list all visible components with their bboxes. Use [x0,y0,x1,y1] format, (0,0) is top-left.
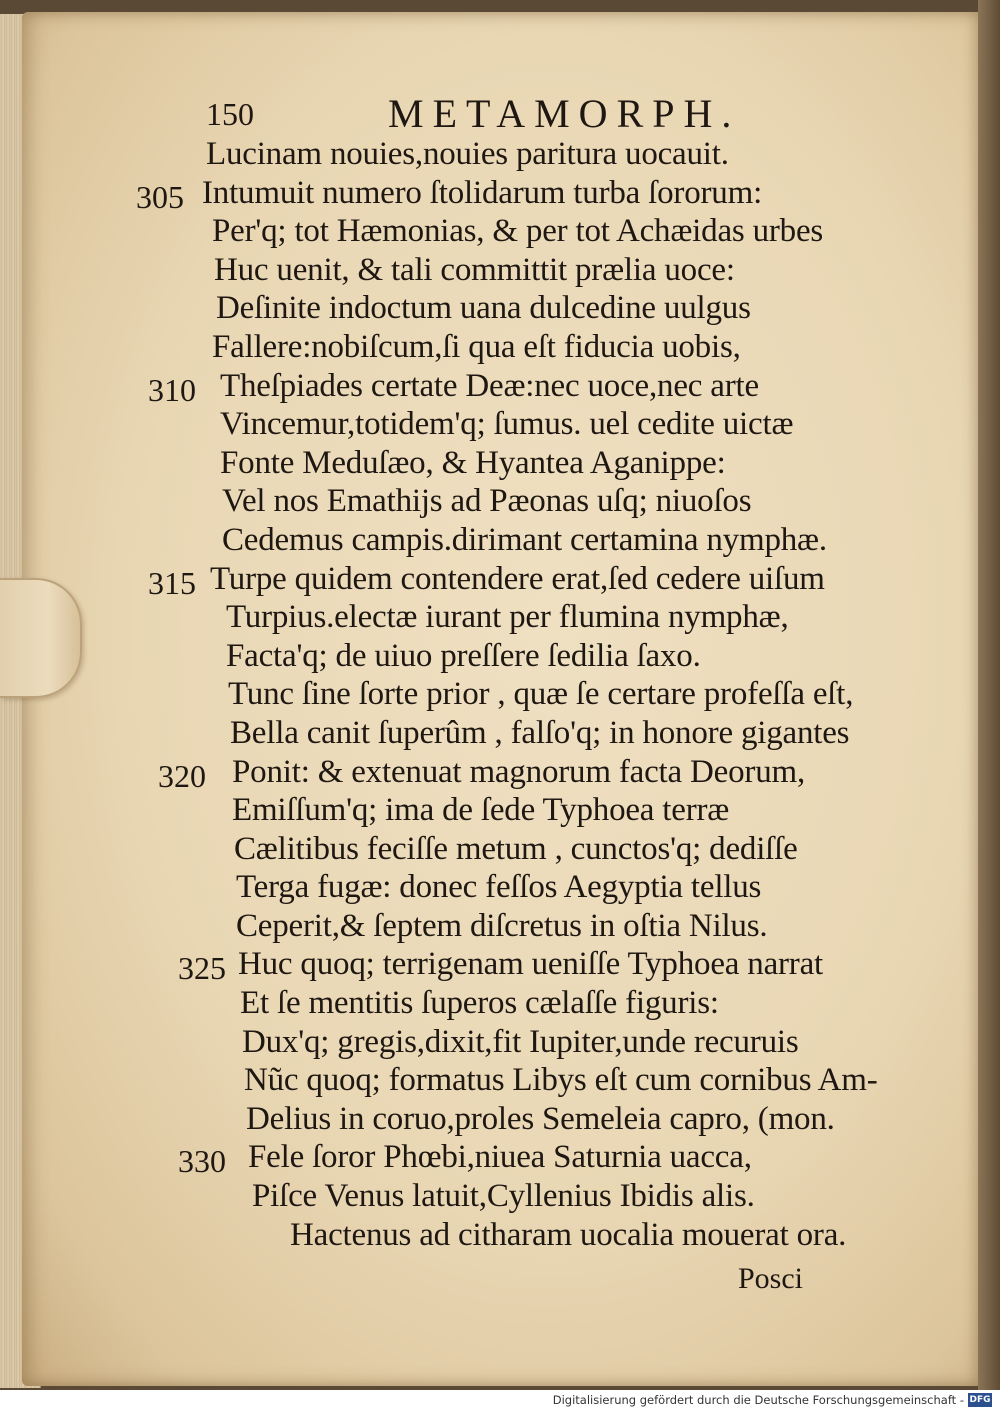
verse-line [140,483,980,522]
verse-line [140,406,980,445]
verse-line [140,1024,980,1063]
footer-bar [0,1390,1000,1412]
verse-line [140,599,980,638]
verse-line [140,1217,980,1256]
verse-text: Fonte Meduſæo, & Hyantea Aganippe: [220,444,726,481]
line-number: 305 [136,178,184,215]
verse-text: Per'q; tot Hæmonias, & per tot Achæidas urbes [212,213,824,250]
verse-text: Nũc quoq; formatus Libys eſt cum cornibus Am- [244,1062,878,1099]
verse-line [140,638,980,677]
dfg-logo-icon: DFG [969,1395,991,1405]
verse-line [140,985,980,1024]
verse-text: Dux'q; gregis,dixit,fit Iupiter,unde recuruis [242,1023,799,1060]
verse-line [140,290,980,329]
verse-text: Deſinite indoctum uana dulcedine uulgus [216,290,751,327]
book-clasp [0,578,82,698]
verse-text: Fele ſoror Phœbi,niuea Saturnia uacca, [248,1139,752,1176]
verse-line [140,213,980,252]
verse-line [140,252,980,291]
verse-text: Huc quoq; terrigenam ueniſſe Typhoea narrat [238,946,824,983]
verse-text: Emiſſum'q; ima de ſede Typhoea terræ [232,792,730,829]
catchword: Posci [738,1262,804,1295]
verse-text: Theſpiades certate Deæ:nec uoce,nec arte [220,367,759,404]
verse-line [140,831,980,870]
verse-text: Tunc ſine ſorte prior , quæ ſe certare profeſſa eſt, [228,676,854,713]
verse-line [140,445,980,484]
line-number: 330 [178,1143,226,1180]
verse-text: Cælitibus feciſſe metum , cunctos'q; dediſſe [234,830,798,867]
verse-line [140,792,980,831]
verse-text: Hactenus ad citharam uocalia mouerat ora. [290,1216,847,1253]
verse-text: Cedemus campis.dirimant certamina nymphæ. [222,521,827,558]
verse-line [136,174,980,215]
verse-text: Turpe quidem contendere erat,ſed cedere uiſum [210,560,825,597]
text-block [136,88,980,1255]
verse-line [140,715,980,754]
verse-text: Vel nos Emathijs ad Pæonas uſq; niuoſos [222,483,752,520]
line-number: 320 [158,757,206,794]
verse-line [140,1062,980,1101]
verse-line [140,368,980,407]
verse-text: Et ſe mentitis ſuperos cælaſſe figuris: [240,985,719,1022]
verse-text: Lucinam nouies,nouies paritura uocauit. [206,136,729,172]
verse-line [140,1178,980,1217]
verse-text: Terga fugæ: donec feſſos Aegyptia tellus [236,869,762,906]
verse-line [140,676,980,715]
verse-line [140,136,980,175]
verse-text: Turpius.electæ iurant per flumina nymphæ, [226,599,789,636]
verse-line [140,561,980,600]
dfg-credit: Digitalisierung gefördert durch die Deutsche Forschungsgemeinschaft - [552,1393,964,1407]
verse-text: Vincemur,totidem'q; ſumus. uel cedite uictæ [220,406,794,443]
verse-text: Huc uenit, & tali committit prælia uoce: [214,251,735,288]
verse-text: Piſce Venus latuit,Cyllenius Ibidis alis. [252,1178,755,1215]
verse-text: Intumuit numero ſtolidarum turba ſororum: [202,174,763,211]
verse-line [140,908,980,947]
verse-text: Facta'q; de uiuo preſſere ſedilia ſaxo. [226,637,701,674]
line-number: 325 [178,950,226,987]
verse-text: Delius in coruo,proles Semeleia capro, (mon. [246,1100,835,1137]
verse-line [140,754,980,793]
verse-text: Bella canit ſuperûm , falſo'q; in honore gigantes [230,714,850,751]
verse-line [140,1101,980,1140]
line-number: 310 [148,371,196,408]
verse-line [140,946,980,985]
header-line [140,88,980,136]
verse-line [140,869,980,908]
verse-line [140,1139,980,1178]
verse-line [140,329,980,368]
verse-line [140,522,980,561]
verse-text: Fallere:nobiſcum,ſi qua eſt fiducia uobis, [212,328,741,365]
verse-text: Ponit: & extenuat magnorum facta Deorum, [232,753,806,790]
running-head: METAMORPH. [388,91,741,136]
verse-text: Ceperit,& ſeptem diſcretus in oſtia Nilus. [236,907,768,944]
verse-list [136,136,980,1255]
page-number: 150 [206,96,254,132]
line-number: 315 [148,564,196,601]
binding-edge [978,0,1000,1390]
